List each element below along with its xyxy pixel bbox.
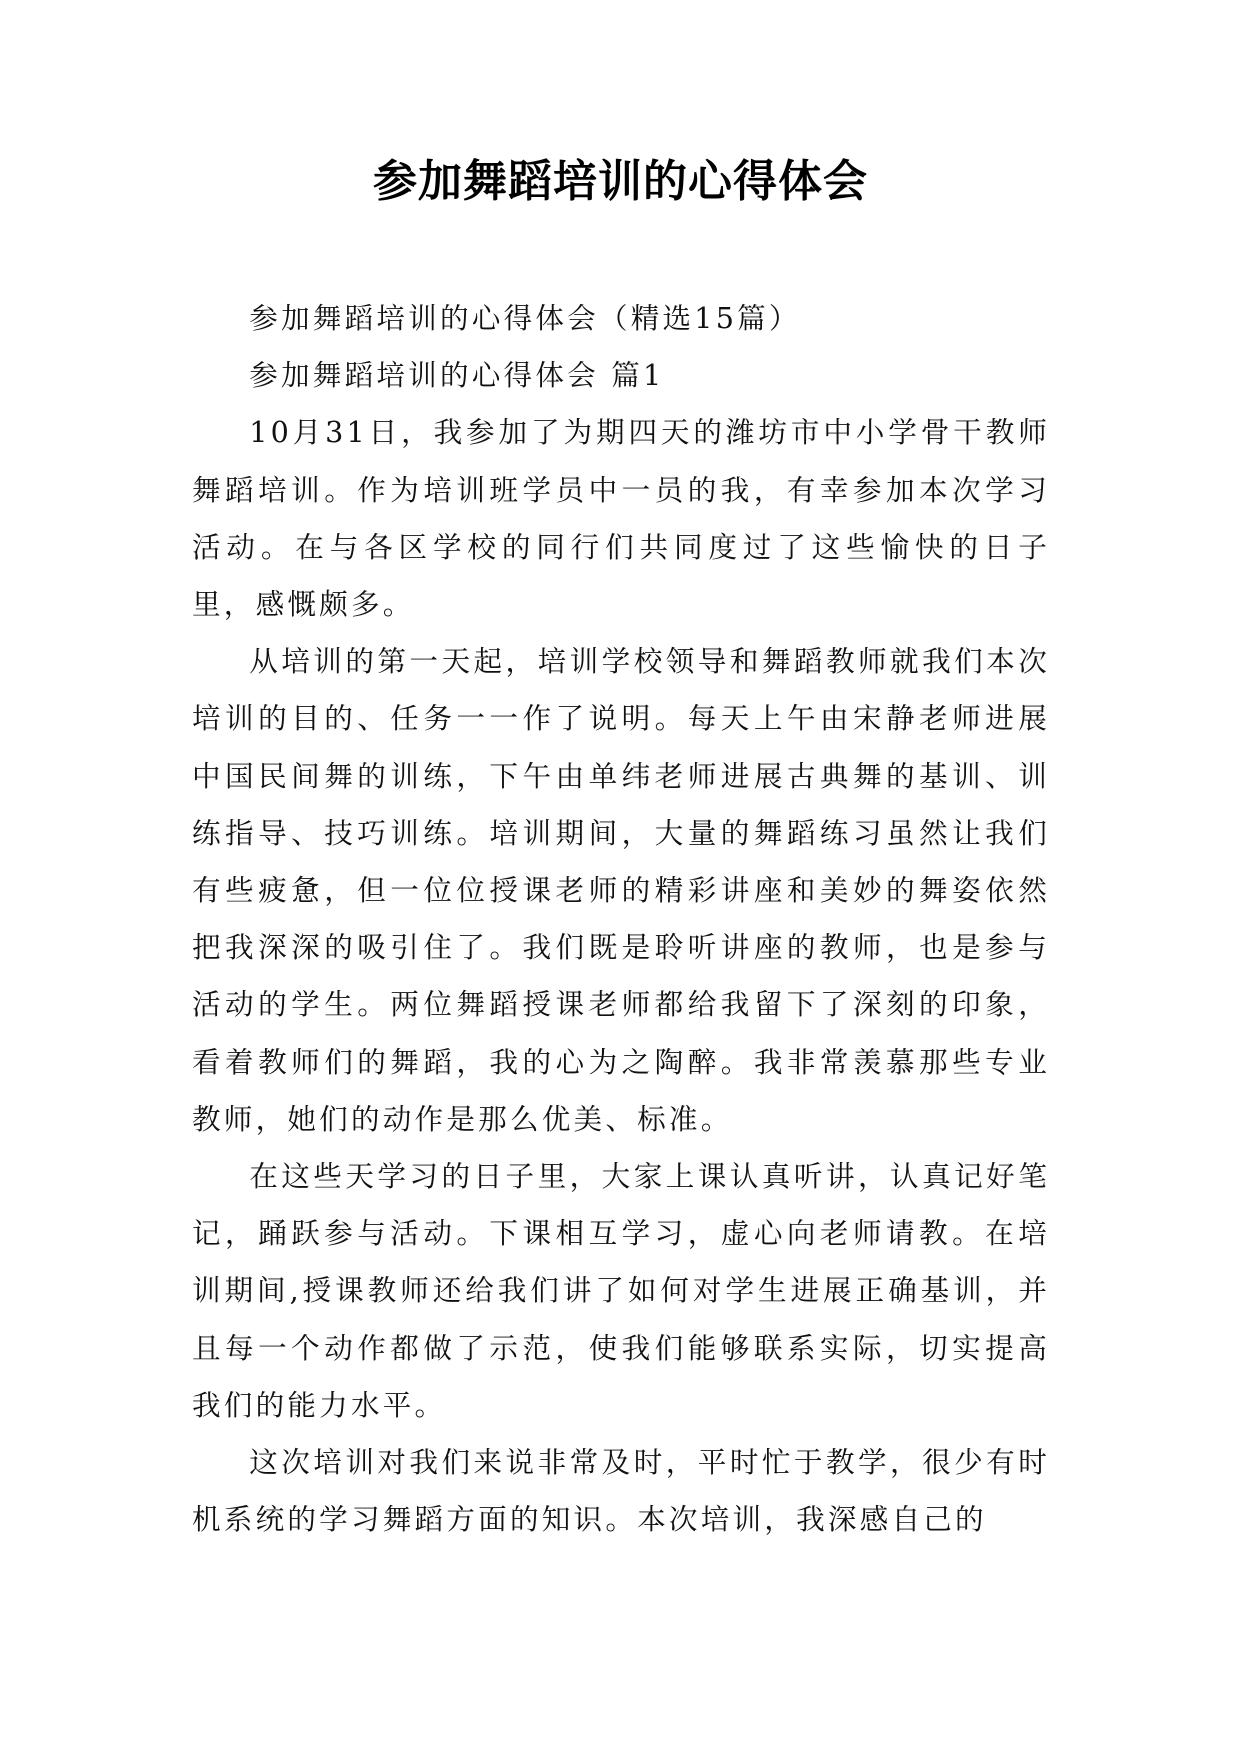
document-title: 参加舞蹈培训的心得体会 <box>373 156 868 207</box>
paragraph-section-heading: 参加舞蹈培训的心得体会 篇1 <box>249 358 665 393</box>
document-body <box>192 290 1050 1548</box>
paragraph: 从培训的第一天起，培训学校领导和舞蹈教师就我们本次培训的目的、任务一一作了说明。每天上午由宋静老师进展中国民间舞的训练，下午由单纬老师进展古典舞的基训、训练指导、技巧训练。培训期间，大量的舞蹈练习虽然让我们有些疲惫，但一位位授课老师的精彩讲座和美妙的舞姿依然把我深深的吸引住了。我们既是聆听讲座的教师，也是参与活动的学生。两位舞蹈授课老师都给我留下了深刻的印象，看着教师们的舞蹈，我的心为之陶醉。我非常羡慕那些专业教师，她们的动作是那么优美、标准。 <box>192 644 1050 1136</box>
paragraph: 这次培训对我们来说非常及时，平时忙于教学，很少有时机系统的学习舞蹈方面的知识。本次培训，我深感自己的 <box>192 1445 1050 1537</box>
paragraph: 在这些天学习的日子里，大家上课认真听讲，认真记好笔记，踊跃参与活动。下课相互学习，虚心向老师请教。在培训期间,授课教师还给我们讲了如何对学生进展正确基训，并且每一个动作都做了示范，使我们能够联系实际，切实提高我们的能力水平。 <box>192 1159 1050 1422</box>
paragraph: 10月31日，我参加了为期四天的潍坊市中小学骨干教师舞蹈培训。作为培训班学员中一员的我，有幸参加本次学习活动。在与各区学校的同行们共同度过了这些愉快的日子里，感慨颇多。 <box>192 415 1050 622</box>
paragraph-subtitle: 参加舞蹈培训的心得体会（精选15篇） <box>249 301 801 335</box>
